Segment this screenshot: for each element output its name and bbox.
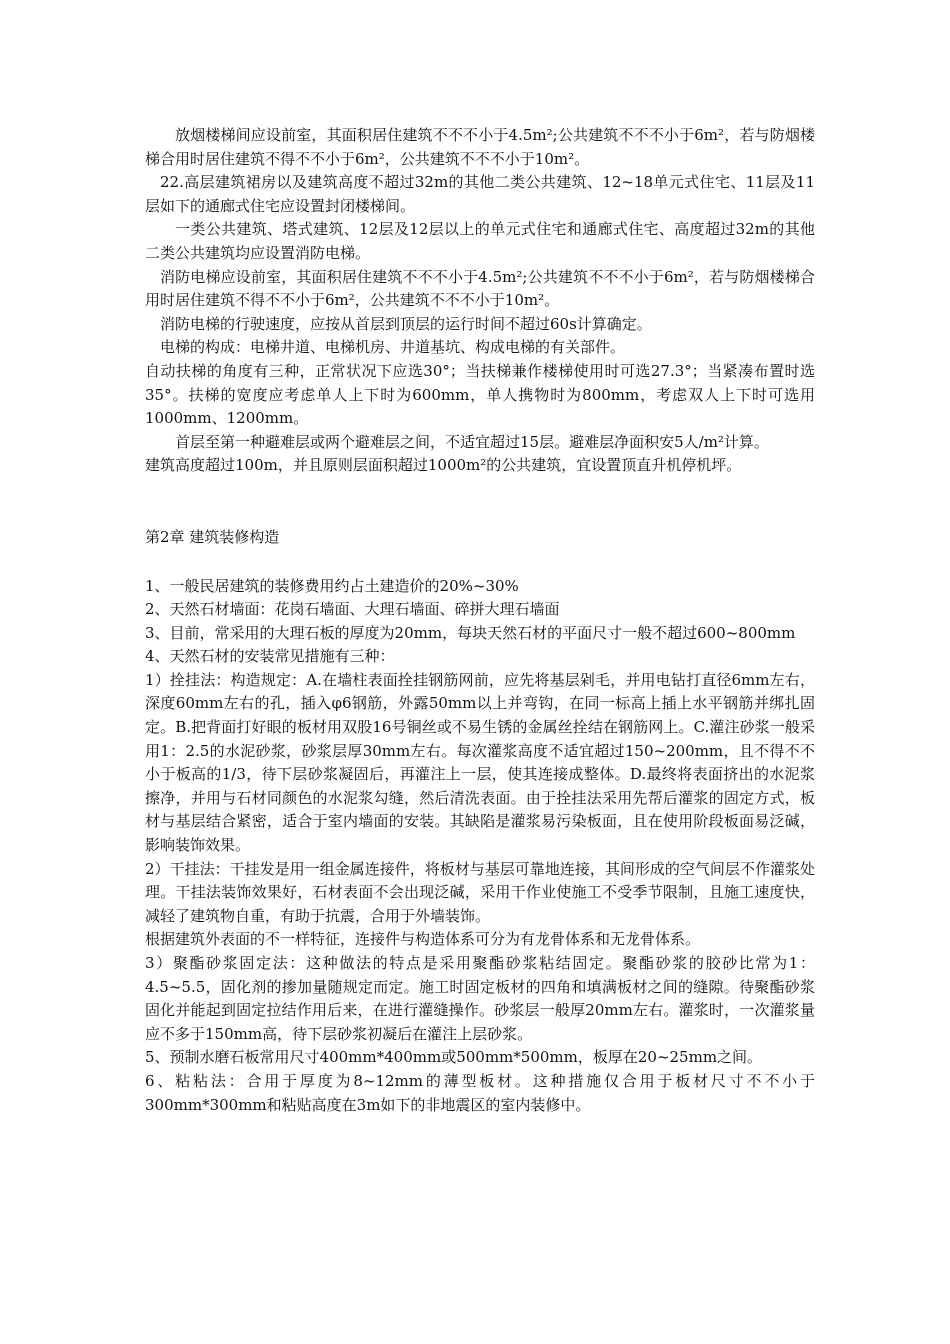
- paragraph-fire-elevator-speed: 消防电梯的行驶速度，应按从首层到顶层的运行时间不超过60s计算确定。: [160, 314, 652, 333]
- paragraph-elevator-composition: 电梯的构成：电梯井道、电梯机房、井道基坑、构成电梯的有关部件。: [160, 338, 626, 357]
- paragraph-fire-elevator-anteroom: 消防电梯应设前室，其面积居住建筑不不不小于4.5m²;公共建筑不不不小于6m²，若与防烟楼梯合用时居住建筑不得不不小于6m²，公共建筑不不不小于10m²。: [145, 267, 815, 310]
- paragraph-refuge-floor: 首层至第一种避难层或两个避难层之间，不适宜超过15层。避难层净面积安5人/m²计算。: [175, 432, 769, 451]
- list-item: 2、天然石材墙面：花岗石墙面、大理石墙面、碎拼大理石墙面: [145, 600, 560, 619]
- list-item: 5、预制水磨石板常用尺寸400mm*400mm或500mm*500mm，板厚在20~25mm之间。: [145, 1048, 763, 1067]
- list-item: 根据建筑外表面的不一样特征，连接件与构造体系可分为有龙骨体系和无龙骨体系。: [145, 930, 701, 949]
- paragraph-helipad: 建筑高度超过100m，并且原则层面积超过1000m²的公共建筑，宜设置顶直升机停机坪。: [145, 456, 742, 475]
- list-item: 3）聚酯砂浆固定法：这种做法的特点是采用聚酯砂浆粘结固定。聚酯砂浆的胶砂比常为1：4.5~5.5，固化剂的掺加量随规定而定。施工时固定板材的四角和填满板材之间的缝隙。待聚酯砂浆固化并能起到固定拉结作用后来，在进行灌缝操作。砂浆层一般厚20mm左右。灌浆时，一次灌浆量应不多于150mm高，待下层砂浆初凝后在灌注上层砂浆。: [145, 954, 815, 1043]
- list-item: 6、粘粘法：合用于厚度为8~12mm的薄型板材。这种措施仅合用于板材尺寸不不小于300mm*300mm和粘贴高度在3m如下的非地震区的室内装修中。: [145, 1071, 815, 1114]
- list-item: 1）拴挂法：构造规定：A.在墙柱表面拴挂钢筋网前，应先将基层剁毛，并用电钻打直径6mm左右，深度60mm左右的孔，插入φ6钢筋，外露50mm以上并弯钩，在同一标高上插上水平钢筋并绑扎固定。B.把背面打好眼的板材用双股16号铜丝或不易生锈的金属丝拴结在钢筋网上。C.灌注砂浆一般采用1：2.5的水泥砂浆，砂浆层厚30mm左右。每次灌浆高度不适宜超过150~200mm，且不得不不小于板高的1/3，待下层砂浆凝固后，再灌注上一层，使其连接成整体。D.最终将表面挤出的水泥浆擦净，并用与石材同颜色的水泥浆勾缝，然后清洗表面。由于拴挂法采用先帮后灌浆的固定方式，板材与基层结合紧密，适合于室内墙面的安装。其缺陷是灌浆易污染板面，且在使用阶段板面易泛碱，影响装饰效果。: [145, 670, 815, 855]
- paragraph-escalator: 自动扶梯的角度有三种，正常状况下应选30°；当扶梯兼作楼梯使用时可选27.3°；当紧凑布置时选35°。扶梯的宽度应考虑单人上下时为600mm，单人携物时为800mm，考虑双人上下时可选用1000mm、1200mm。: [145, 361, 815, 428]
- chapter-title: 第2章 建筑装修构造: [145, 527, 280, 546]
- spacer: [145, 478, 815, 526]
- paragraph-smoke-stair-anteroom: 放烟楼梯间应设前室，其面积居住建筑不不不小于4.5m²;公共建筑不不不小于6m²，若与防烟楼梯合用时居住建筑不得不不小于6m²，公共建筑不不不小于10m²。: [145, 126, 815, 168]
- paragraph-enclosed-stairs: 22.高层建筑裙房以及建筑高度不超过32m的其他二类公共建筑、12~18单元式住宅、11层及11层如下的通廊式住宅应设置封闭楼梯间。: [145, 173, 815, 215]
- list-item: 4、天然石材的安装常见措施有三种：: [145, 647, 395, 666]
- document-page: [145, 124, 815, 1117]
- list-item: 3、目前，常采用的大理石板的厚度为20mm，每块天然石材的平面尺寸一般不超过600~800mm: [145, 623, 796, 642]
- paragraph-fire-elevator-required: 一类公共建筑、塔式建筑、12层及12层以上的单元式住宅和通廊式住宅、高度超过32m的其他二类公共建筑均应设置消防电梯。: [145, 220, 815, 262]
- list-item: 2）干挂法：干挂发是用一组金属连接件，将板材与基层可靠地连接，其间形成的空气间层不作灌浆处理。干挂法装饰效果好，石材表面不会出现泛碱，采用干作业使施工不受季节限制，且施工速度快，减轻了建筑物自重，有助于抗震，合用于外墙装饰。: [145, 859, 815, 925]
- list-item: 1、一般民居建筑的装修费用约占土建造价的20%~30%: [145, 576, 519, 595]
- spacer: [145, 550, 815, 575]
